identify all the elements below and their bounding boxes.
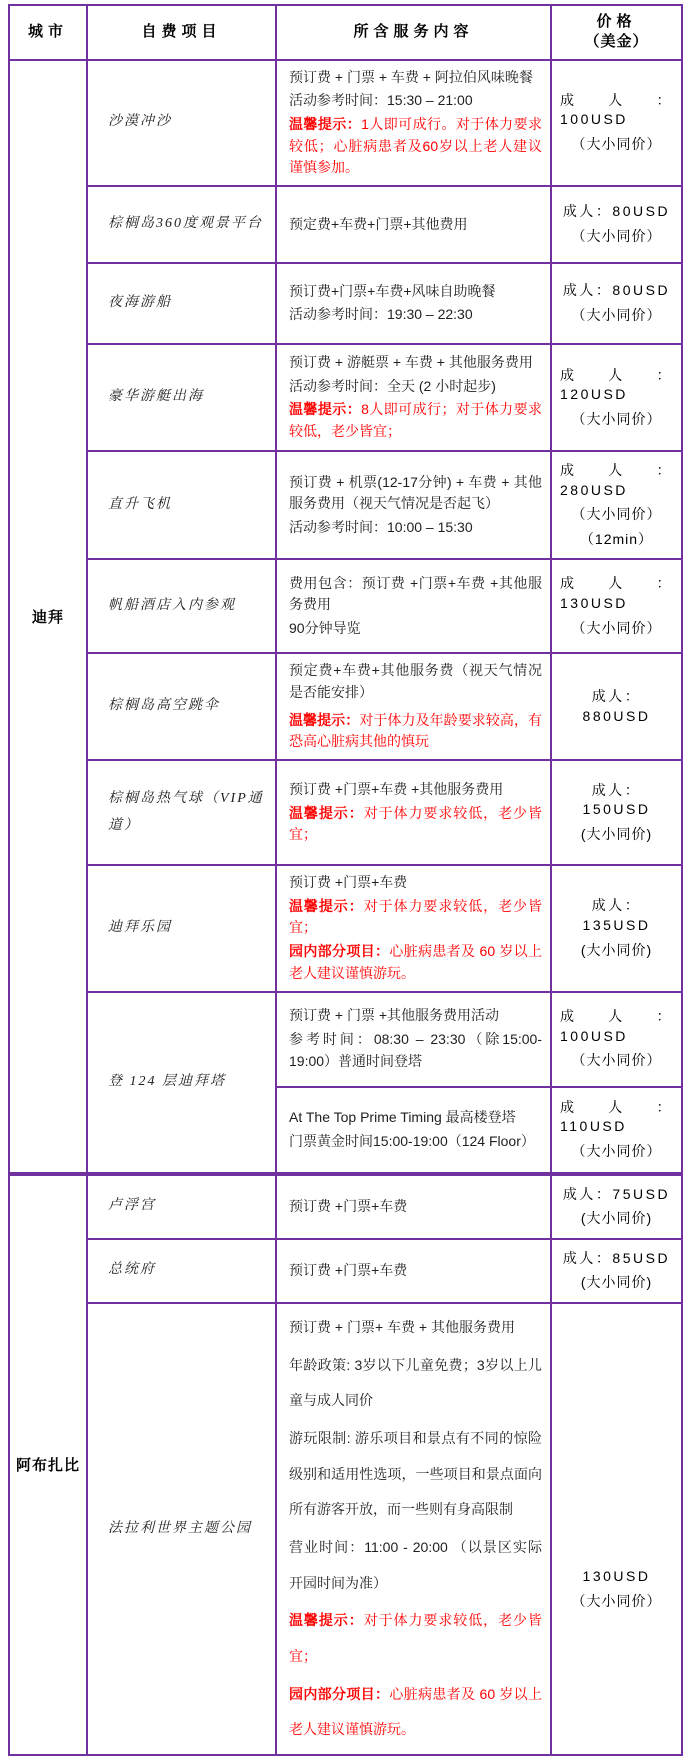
price-adult: 成人：75USD bbox=[562, 1185, 671, 1202]
table-row bbox=[9, 60, 682, 186]
warning-line: 园内部分项目：心脏病患者及 60 岁以上老人建议谨慎游玩。 bbox=[289, 1685, 542, 1738]
price-adult: 成人：80USD bbox=[562, 203, 671, 220]
price-adult: 成人：80USD bbox=[562, 282, 671, 299]
service-line: 预订费 + 门票+ 车费 + 其他服务费用 bbox=[289, 1318, 515, 1335]
price-cell bbox=[551, 1174, 682, 1239]
price-note: （大小同价） bbox=[571, 410, 662, 427]
price-note: （大小同价） bbox=[571, 1052, 662, 1069]
table-row bbox=[9, 865, 682, 991]
price-cell bbox=[551, 1087, 682, 1174]
price-adult: 成人：85USD bbox=[562, 1249, 671, 1266]
services-cell bbox=[276, 653, 551, 760]
column-header-item: 自费项目 bbox=[87, 5, 276, 60]
city-cell-dubai: 迪拜 bbox=[9, 60, 87, 1174]
price-adult: 成人：150USD bbox=[582, 781, 651, 818]
services-cell bbox=[276, 1303, 551, 1755]
price-note: (大小同价) bbox=[580, 825, 653, 842]
price-cell bbox=[551, 653, 682, 760]
item-cell: 总统府 bbox=[87, 1239, 276, 1303]
item-cell: 沙漠冲沙 bbox=[87, 60, 276, 186]
price-cell bbox=[551, 865, 682, 991]
service-line: 活动参考时间：全天 (2 小时起步) bbox=[289, 377, 496, 394]
price-cell bbox=[551, 559, 682, 653]
price-note: （大小同价） bbox=[571, 136, 662, 153]
item-cell: 夜海游船 bbox=[87, 263, 276, 344]
service-line: 门票黄金时间15:00-19:00（124 Floor） bbox=[289, 1132, 535, 1149]
price-note: （大小同价） bbox=[571, 619, 662, 636]
service-line: 营业时间：11:00 - 20:00 （以景区实际开园时间为准） bbox=[289, 1539, 542, 1591]
header-row bbox=[9, 5, 682, 60]
price-cell bbox=[551, 60, 682, 186]
warning-line: 温馨提示：对于体力要求较低，老少皆宜； bbox=[289, 1612, 542, 1665]
city-cell-abudhabi: 阿布扎比 bbox=[9, 1174, 87, 1756]
price-cell bbox=[551, 344, 682, 451]
service-line: 活动参考时间：10:00 – 15:30 bbox=[289, 518, 473, 535]
item-cell: 棕榈岛高空跳伞 bbox=[87, 653, 276, 760]
warning-line: 温馨提示：对于体力要求较低，老少皆宜； bbox=[289, 897, 542, 936]
price-adult: 成人：120USD bbox=[560, 366, 673, 403]
services-cell bbox=[276, 559, 551, 653]
item-cell: 迪拜乐园 bbox=[87, 865, 276, 991]
services-cell bbox=[276, 760, 551, 865]
price-adult: 成人：100USD bbox=[560, 1008, 673, 1044]
services-cell bbox=[276, 60, 551, 186]
service-line: 预订费 +门票+车费 bbox=[289, 1197, 408, 1214]
service-line: 费用包含：预订费 +门票+车费 +其他服务费用 bbox=[289, 574, 542, 613]
table-row bbox=[9, 1239, 682, 1303]
services-cell bbox=[276, 186, 551, 263]
warning-line: 园内部分项目：心脏病患者及 60 岁以上老人建议谨慎游玩。 bbox=[289, 943, 542, 981]
table-row bbox=[9, 760, 682, 865]
item-cell: 登 124 层迪拜塔 bbox=[87, 992, 276, 1174]
service-line: 活动参考时间：15:30 – 21:00 bbox=[289, 92, 473, 109]
item-cell: 棕榈岛热气球（VIP通道） bbox=[87, 760, 276, 865]
service-line: 活动参考时间：19:30 – 22:30 bbox=[289, 306, 473, 323]
price-adult: 成人：280USD bbox=[560, 461, 673, 498]
table-row bbox=[9, 451, 682, 559]
service-line: 预订费 + 游艇票 + 车费 + 其他服务费用 bbox=[289, 354, 533, 371]
services-cell bbox=[276, 1174, 551, 1239]
optional-tours-price-table bbox=[8, 4, 683, 1756]
service-line: 预订费 + 门票 +其他服务费用活动 bbox=[289, 1007, 500, 1024]
item-cell: 直升飞机 bbox=[87, 451, 276, 559]
item-cell: 棕榈岛360度观景平台 bbox=[87, 186, 276, 263]
price-cell bbox=[551, 263, 682, 344]
table-row bbox=[9, 344, 682, 451]
price-cell bbox=[551, 1303, 682, 1755]
column-header-city: 城市 bbox=[9, 5, 87, 60]
service-line: 预订费 + 门票 + 车费 + 阿拉伯风味晚餐 bbox=[289, 68, 533, 85]
service-line: 预定费+车费+其他服务费（视天气情况是否能安排） bbox=[289, 662, 542, 700]
service-line: 年龄政策: 3岁以下儿童免费；3岁以上儿童与成人同价 bbox=[289, 1356, 542, 1409]
price-note: （大小同价） bbox=[571, 227, 662, 244]
price-note: （大小同价） bbox=[571, 306, 662, 323]
price-note: （大小同价） bbox=[571, 1142, 662, 1159]
price-note: （大小同价） bbox=[571, 1593, 662, 1609]
table-row bbox=[9, 653, 682, 760]
price-note: (大小同价) bbox=[580, 1210, 653, 1227]
table-row bbox=[9, 1303, 682, 1755]
item-cell: 卢浮宫 bbox=[87, 1174, 276, 1239]
service-line: 90分钟导览 bbox=[289, 620, 361, 637]
price-adult: 130USD bbox=[582, 1568, 651, 1585]
warning-line: 温馨提示：对于体力要求较低，老少皆宜； bbox=[289, 804, 542, 843]
service-line: At The Top Prime Timing 最高楼登塔 bbox=[289, 1108, 516, 1125]
price-note: (大小同价) bbox=[580, 1274, 653, 1291]
item-cell: 帆船酒店入内参观 bbox=[87, 559, 276, 653]
price-cell bbox=[551, 760, 682, 865]
warning-line: 温馨提示：1人即可成行。对于体力要求较低；心脏病患者及60岁以上老人建议谨慎参加。 bbox=[289, 115, 542, 176]
service-line: 预订费 +门票+车费 +其他服务费用 bbox=[289, 781, 504, 798]
services-cell bbox=[276, 451, 551, 559]
price-cell bbox=[551, 992, 682, 1087]
price-cell bbox=[551, 1239, 682, 1303]
price-cell bbox=[551, 451, 682, 559]
price-header-line2: （美金） bbox=[584, 33, 649, 51]
item-cell: 法拉利世界主题公园 bbox=[87, 1303, 276, 1755]
price-note: (大小同价) bbox=[580, 941, 653, 958]
service-line: 游玩限制: 游乐项目和景点有不同的惊险级别和适用性选项，一些项目和景点面向所有游客开放，而一些则有身高限制 bbox=[289, 1429, 542, 1518]
warning-line: 温馨提示：8人即可成行；对于体力要求较低，老少皆宜； bbox=[289, 401, 542, 440]
service-line: 预定费+车费+门票+其他费用 bbox=[289, 215, 468, 232]
price-adult: 成人：130USD bbox=[560, 575, 673, 612]
services-cell bbox=[276, 344, 551, 451]
column-header-services: 所含服务内容 bbox=[276, 5, 551, 60]
price-adult: 成人：880USD bbox=[582, 688, 651, 724]
table-row bbox=[9, 992, 682, 1087]
warning-line: 温馨提示：对于体力及年龄要求较高，有恐高心脏病其他的慎玩 bbox=[289, 711, 543, 750]
price-note: （大小同价） bbox=[571, 506, 662, 523]
service-line: 参考时间：08:30 – 23:30（除15:00-19:00）普通时间登塔 bbox=[289, 1031, 542, 1069]
services-cell bbox=[276, 263, 551, 344]
item-cell: 豪华游艇出海 bbox=[87, 344, 276, 451]
services-cell bbox=[276, 1087, 551, 1174]
price-header-line1: 价格 bbox=[596, 13, 637, 30]
table-row bbox=[9, 186, 682, 263]
service-line: 预订费 +门票+车费 bbox=[289, 874, 408, 891]
services-cell bbox=[276, 865, 551, 991]
price-cell bbox=[551, 186, 682, 263]
price-adult: 成人：100USD bbox=[560, 91, 673, 128]
column-header-price bbox=[551, 5, 682, 60]
price-adult: 成人：110USD bbox=[560, 1098, 673, 1135]
services-cell bbox=[276, 1239, 551, 1303]
price-note: （12min） bbox=[579, 530, 654, 547]
table-row bbox=[9, 559, 682, 653]
services-cell bbox=[276, 992, 551, 1087]
service-line: 预订费+门票+车费+风味自助晚餐 bbox=[289, 282, 496, 299]
price-adult: 成人：135USD bbox=[582, 897, 651, 933]
table-row bbox=[9, 1174, 682, 1239]
table-row bbox=[9, 263, 682, 344]
service-line: 预订费 + 机票(12-17分钟) + 车费 + 其他服务费用（视天气情况是否起飞） bbox=[289, 473, 542, 512]
service-line: 预订费 +门票+车费 bbox=[289, 1261, 408, 1278]
